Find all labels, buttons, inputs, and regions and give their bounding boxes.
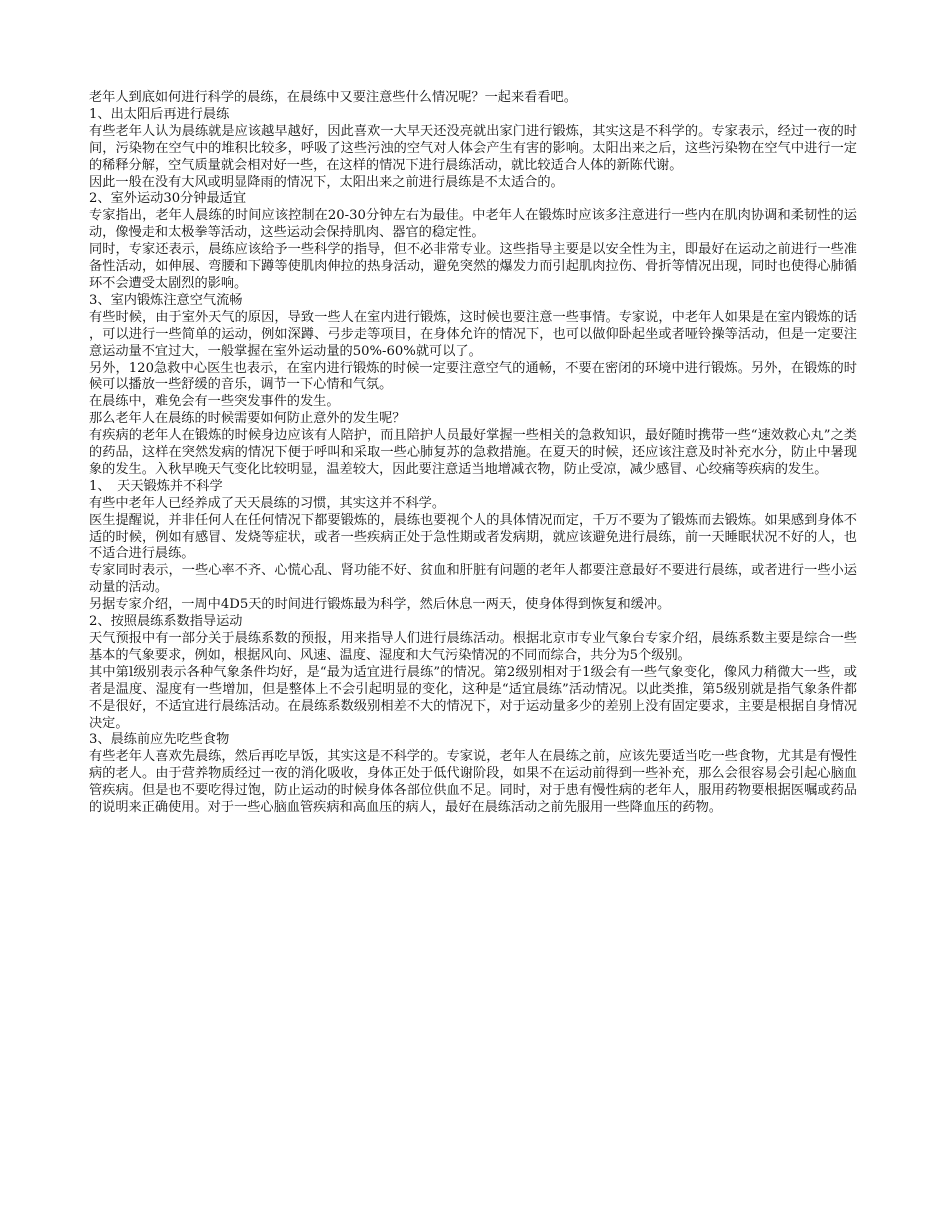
paragraph: 专家指出，老年人晨练的时间应该控制在20-30分钟左右为最佳。中老年人在锻炼时应该多注意进行一些内在肌肉协调和柔韧性的运动，像慢走和太极拳等活动，这些运动会保持肌肉、器官的稳定性。 [89,208,857,241]
section-heading-eat-first: 3、晨练前应先吃些食物 [89,732,230,748]
paragraph: 同时，专家还表示，晨练应该给予一些科学的指导，但不必非常专业。这些指导主要是以安全性为主，即最好在运动之前进行一些准备性活动，如伸展、弯腰和下蹲等使肌肉伸拉的热身活动，避免突然的爆发力而引起肌肉拉伤、骨折等情况出现，同时也使得心肺循环不会遭受太剧烈的影响。 [89,242,857,291]
paragraph: 天气预报中有一部分关于晨练系数的预报，用来指导人们进行晨练活动。根据北京市专业气象台专家介绍，晨练系数主要是综合一些基本的气象要求，例如，根据风向、风速、温度、湿度和大气污染情况的不同而综合，共分为5个级别。 [89,631,857,663]
paragraph: 另据专家介绍，一周中4D5天的时间进行锻炼最为科学，然后休息一两天，使身体得到恢复和缓冲。 [89,597,671,613]
section-heading-indoor-air: 3、室内锻炼注意空气流畅 [89,292,243,308]
section-heading-sunrise: 1、出太阳后再进行晨练 [89,106,230,122]
paragraph: 专家同时表示，一些心率不齐、心慌心乱、肾功能不好、贫血和肝脏有问题的老年人都要注意最好不要进行晨练，或者进行一些小运动量的活动。 [89,563,857,596]
section-heading-exercise-index: 2、按照晨练系数指导运动 [89,614,243,630]
paragraph: 另外，120急救中心医生也表示，在室内进行锻炼的时候一定要注意空气的通畅，不要在密闭的环境中进行锻炼。另外，在锻炼的时候可以播放一些舒缓的音乐，调节一下心情和气氛。 [89,360,857,393]
paragraph: 医生提醒说，并非任何人在任何情况下都要锻炼的，晨练也要视个人的具体情况而定，千万不要为了锻炼而去锻炼。如果感到身体不适的时候，例如有感冒、发烧等症状，或者一些疾病正处于急性期或者发病期，就应该避免进行晨练，前一天睡眠状况不好的人，也不适合进行晨练。 [89,512,857,562]
paragraph: 有疾病的老年人在锻炼的时候身边应该有人陪护，而且陪护人员最好掌握一些相关的急救知识，最好随时携带一些“速效救心丸”之类的药品，这样在突然发病的情况下便于呼叫和采取一些心肺复苏的急救措施。在夏天的时候，还应该注意及时补充水分，防止中暑现象的发生。入秋早晚天气变化比较明显，温差较大，因此要注意适当地增减衣物，防止受凉，减少感冒、心绞痛等疾病的发生。 [89,428,857,477]
paragraph: 其中第l级别表示各种气象条件均好，是“最为适宜进行晨练”的情况。第2级别相对于1级会有一些气象变化，像风力稍微大一些，或者是温度、湿度有一些增加，但是整体上不会引起明显的变化，这种是“适宜晨练”活动情况。以此类推，第5级别就是指气象条件都不是很好，不适宜进行晨练活动。在晨练系数级别相差不大的情况下，对于运动量多少的差别上没有固定要求，主要是根据自身情况决定。 [89,664,857,731]
article-body [89,90,857,817]
paragraph: 有些中老年人已经养成了天天晨练的习惯，其实这并不科学。 [89,495,446,511]
paragraph: 因此一般在没有大风或明显降雨的情况下，太阳出来之前进行晨练是不太适合的。 [89,174,564,190]
paragraph: 有些时候，由于室外天气的原因，导致一些人在室内进行锻炼，这时候也要注意一些事情。专家说，中老年人如果是在室内锻炼的话，可以进行一些简单的运动，例如深蹲、弓步走等项目，在身体允许的情况下，也可以做仰卧起坐或者哑铃操等活动，但是一定要注意运动量不宜过大，一般掌握在室外运动量的50%-60%就可以了。 [89,309,857,359]
section-heading-daily-exercise: 1、 天天锻炼并不科学 [89,478,223,494]
paragraph: 在晨练中，难免会有一些突发事件的发生。 [89,394,340,410]
paragraph: 有些老年人喜欢先晨练，然后再吃早饭，其实这是不科学的。专家说，老年人在晨练之前，应该先要适当吃一些食物，尤其是有慢性病的老人。由于营养物质经过一夜的消化吸收，身体正处于低代谢阶段，如果不在运动前得到一些补充，那么会很容易会引起心脑血管疾病。但是也不要吃得过饱，防止运动的时候身体各部位供血不足。同时，对于患有慢性病的老年人，服用药物要根据医嘱或药品的说明来正确使用。对于一些心脑血管疾病和高血压的病人，最好在晨练活动之前先服用一些降血压的药物。 [89,749,857,816]
section-heading-30-minutes: 2、室外运动30分钟最适宜 [89,191,247,207]
paragraph: 有些老年人认为晨练就是应该越早越好，因此喜欢一大早天还没亮就出家门进行锻炼，其实这是不科学的。专家表示，经过一夜的时间，污染物在空气中的堆积比较多，呼吸了这些污浊的空气对人体会产生有害的影响。太阳出来之后，这些污染物在空气中进行一定的稀释分解，空气质量就会相对好一些，在这样的情况下进行晨练活动，就比较适合人体的新陈代谢。 [89,123,857,173]
paragraph: 那么老年人在晨练的时候需要如何防止意外的发生呢？ [89,411,406,427]
intro-paragraph: 老年人到底如何进行科学的晨练，在晨练中又要注意些什么情况呢？一起来看看吧。 [89,90,577,105]
